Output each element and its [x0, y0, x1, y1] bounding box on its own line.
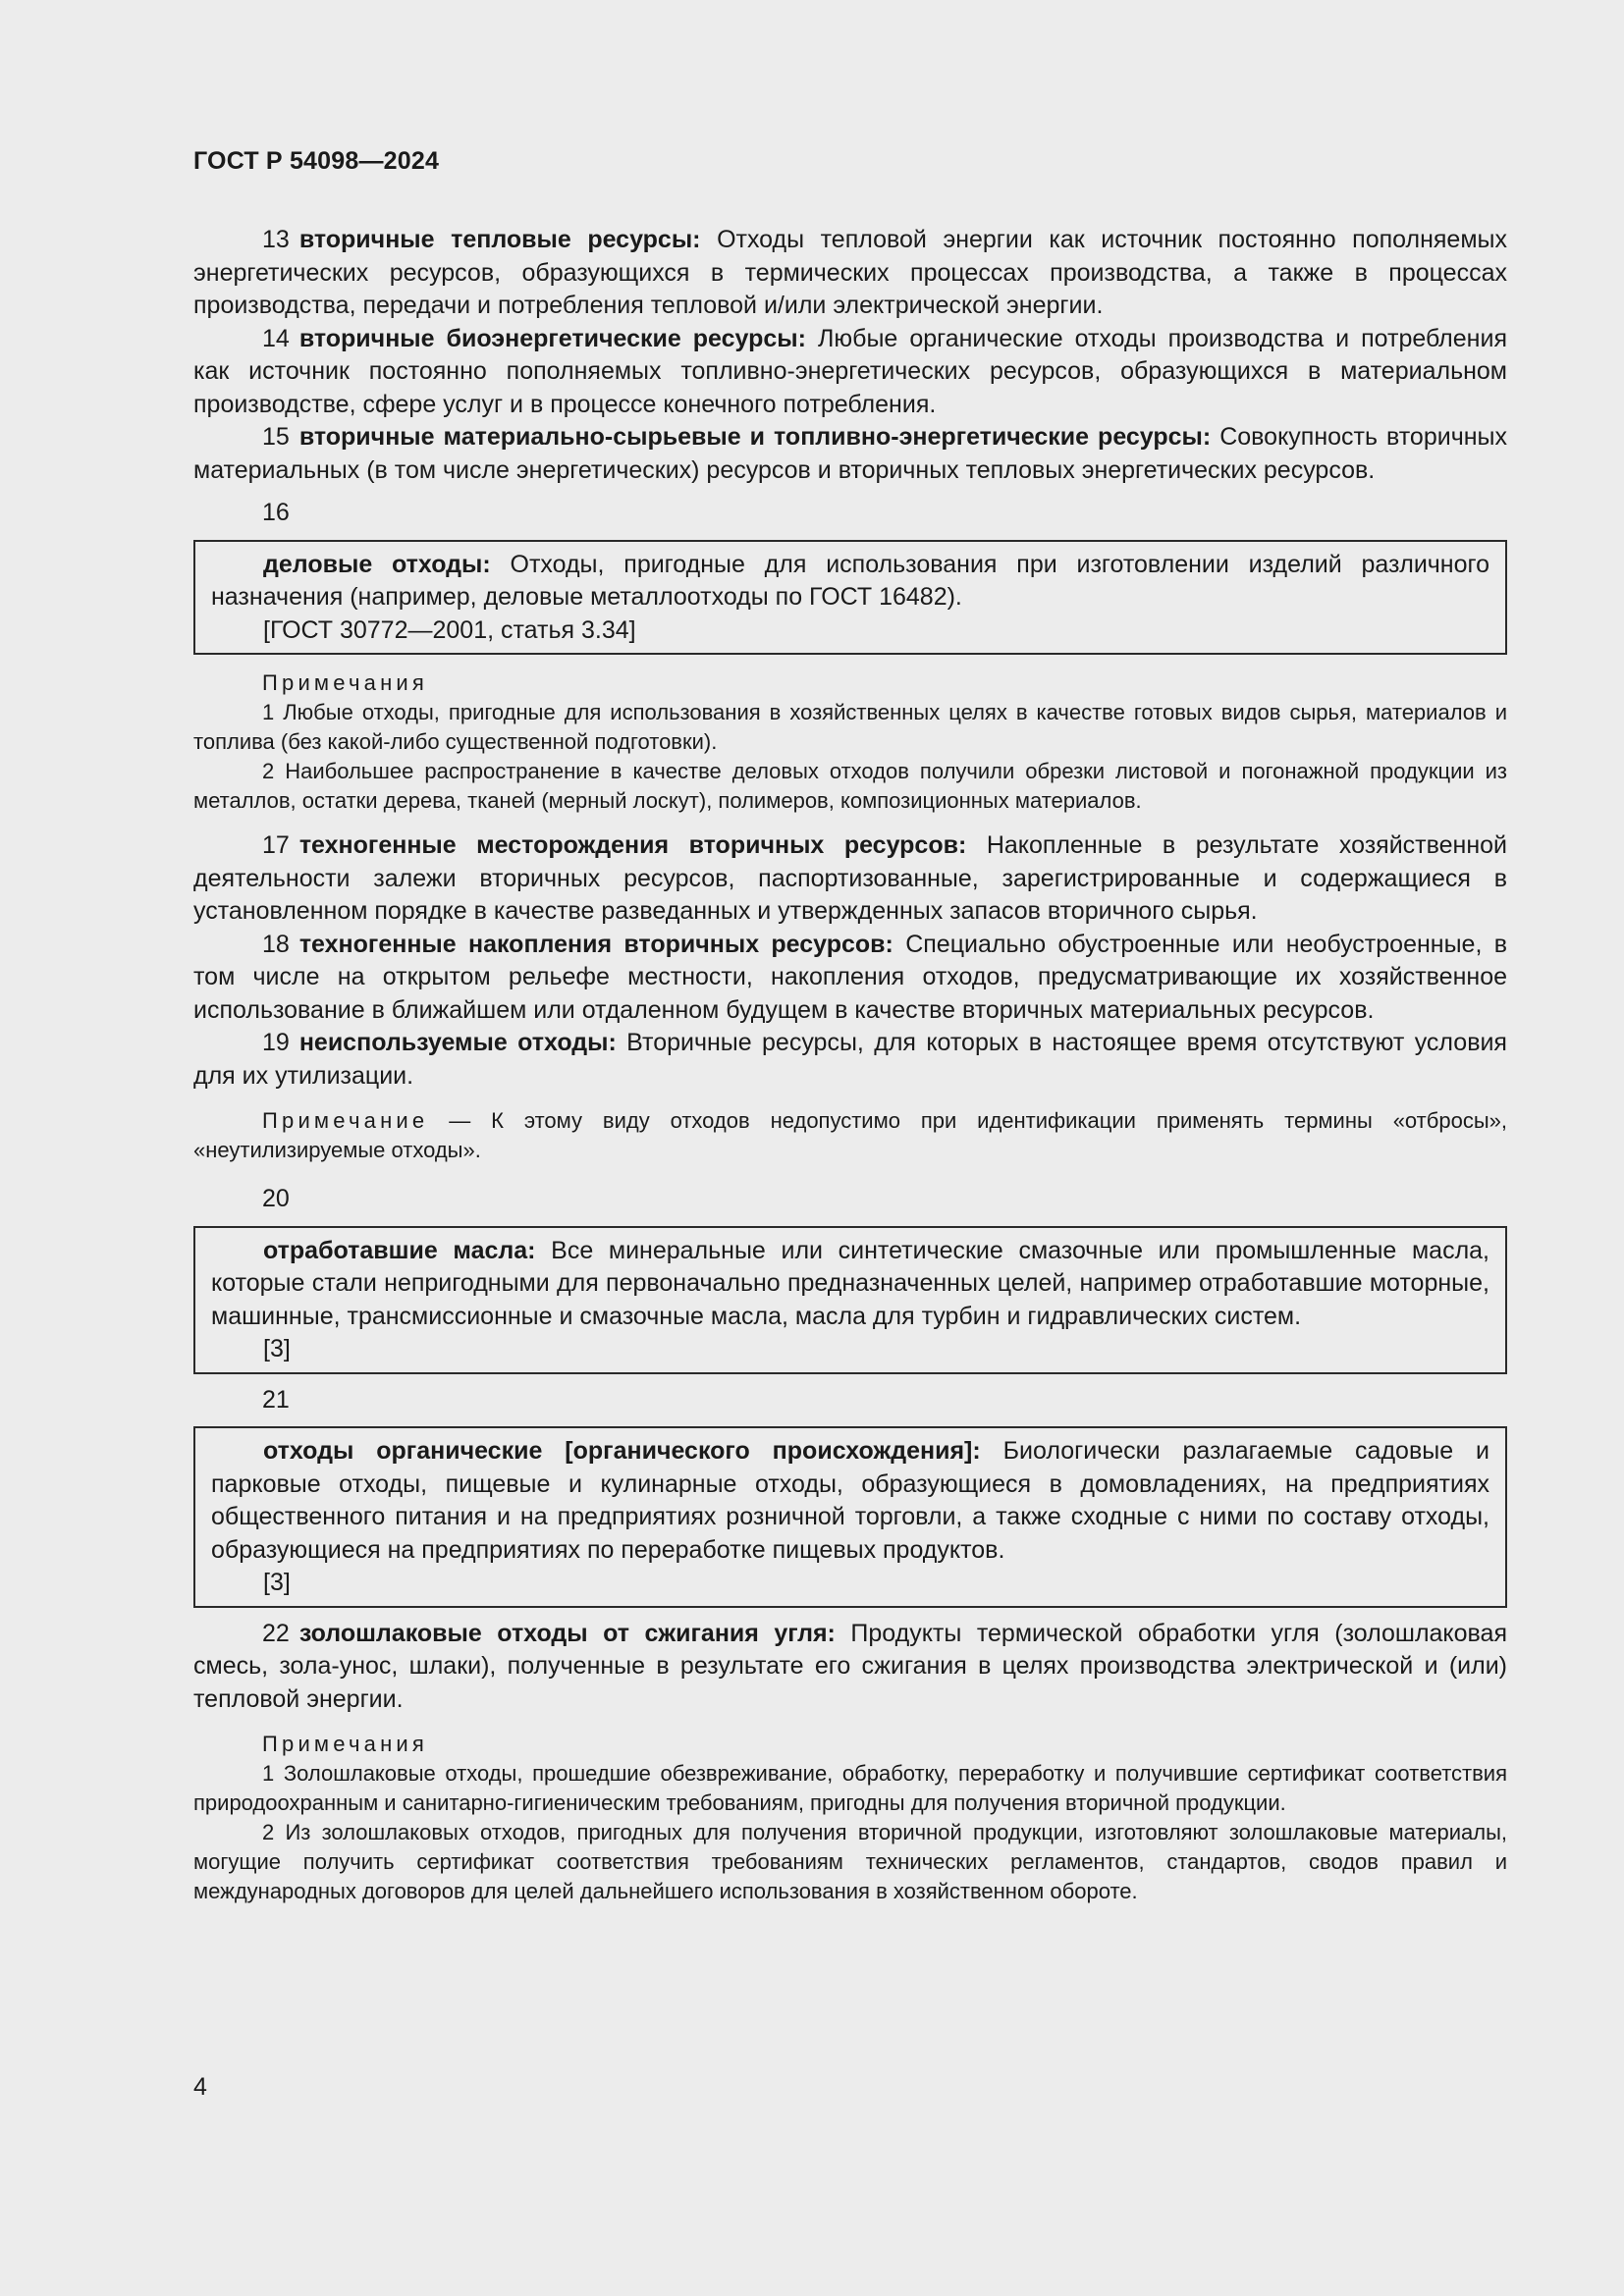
term-20-reference: [3] [263, 1335, 291, 1362]
term-21 [211, 1435, 1489, 1567]
document-body [193, 224, 1507, 1906]
term-17-definition: Накопленные в результате хозяйственной деятельности залежи вторичных ресурсов, паспортизованные, зарегистрированные и содержащиеся в установленном порядке в качестве разведанных и утвержденных запасов вторичного сырья. [193, 831, 1507, 925]
term-14: 14 вторичные биоэнергетические ресурсы: Любые органические отходы производства и потребления как источник постоянно пополняемых топливно-энергетических ресурсов, образующихся в материальном производстве, сфере услуг и в процессе конечного потребления. [193, 324, 1507, 418]
note-22-2: 2 Из золошлаковых отходов, пригодных для получения вторичной продукции, изготовляют золошлаковые материалы, могущие получить сертификат соответствия требованиям технических регламентов, стандартов, сводов правил и международных договоров для целей дальнейшего использования в хозяйственном обороте. [193, 1820, 1507, 1903]
document-header: ГОСТ Р 54098—2024 [193, 147, 440, 175]
term-15-definition: Совокупность вторичных материальных (в том числе энергетических) ресурсов и вторичных тепловых энергетических ресурсов. [193, 423, 1507, 484]
term-20 [211, 1235, 1489, 1334]
term-21-reference: [3] [263, 1569, 291, 1596]
term-17: 17 техногенные месторождения вторичных ресурсов: Накопленные в результате хозяйственной деятельности залежи вторичных ресурсов, паспортизованные, зарегистрированные и содержащиеся в установленном порядке в качестве разведанных и утвержденных запасов вторичного сырья. [193, 831, 1507, 925]
term-21-box [193, 1426, 1507, 1608]
term-14-title: вторичные биоэнергетические ресурсы: [298, 324, 806, 352]
term-22-title: золошлаковые отходы от сжигания угля: [298, 1619, 836, 1647]
term-19-title: неиспользуемые отходы: [298, 1029, 617, 1056]
note-19-heading: Примечание [262, 1108, 429, 1133]
term-18-definition: Специально обустроенные или необустроенные, в том числе на открытом рельефе местности, накопления отходов, предусматривающие их хозяйственное использование в ближайшем или отдаленном будущем в качестве вторичных материальных ресурсов. [193, 930, 1507, 1024]
note-22-1: 1 Золошлаковые отходы, прошедшие обезвреживание, обработку, переработку и получившие сертификат соответствия природоохранным и санитарно-гигиеническим требованиям, пригодны для получения вторичной продукции. [193, 1761, 1507, 1815]
page-number: 4 [193, 2073, 207, 2101]
note-19 [193, 1106, 1507, 1165]
note-16-1: 1 Любые отходы, пригодные для использования в хозяйственных целях в качестве готовых видов сырья, материалов и топлива (без какой-либо существенной подготовки). [193, 700, 1507, 754]
note-16-2: 2 Наибольшее распространение в качестве деловых отходов получили обрезки листовой и погонажной продукции из металлов, остатки дерева, тканей (мерный лоскут), полимеров, композиционных материалов. [193, 759, 1507, 813]
term-15: 15 вторичные материально-сырьевые и топливно-энергетические ресурсы: Совокупность вторичных материальных (в том числе энергетических) ресурсов и вторичных тепловых энергетических ресурсов. [193, 423, 1507, 484]
term-21-number: 21 [262, 1385, 290, 1414]
term-16-title: деловые отходы: [263, 550, 491, 578]
term-22-definition: Продукты термической обработки угля (золошлаковая смесь, зола-унос, шлаки), полученные в результате его сжигания в целях производства электрической и (или) тепловой энергии. [193, 1619, 1507, 1713]
term-16-number: 16 [262, 499, 290, 526]
term-21-title: отходы органические [органического происхождения]: [263, 1437, 981, 1465]
term-16-box [193, 540, 1507, 656]
term-20-box [193, 1226, 1507, 1374]
notes-22-heading: Примечания [262, 1732, 429, 1756]
term-15-title: вторичные материально-сырьевые и топливно-энергетические ресурсы: [298, 423, 1212, 451]
term-16-definition: Отходы, пригодные для использования при изготовлении изделий различного назначения (например, деловые металлоотходы по ГОСТ 16482). [211, 550, 1489, 611]
term-19: 19 неиспользуемые отходы: Вторичные ресурсы, для которых в настоящее время отсутствуют условия для их утилизации. [193, 1029, 1507, 1090]
term-13-title: вторичные тепловые ресурсы: [298, 226, 701, 253]
term-18-title: техногенные накопления вторичных ресурсов: [298, 930, 893, 958]
term-22: 22 золошлаковые отходы от сжигания угля: Продукты термической обработки угля (золошлаковая смесь, зола-унос, шлаки), полученные в результате его сжигания в целях производства электрической и (или) тепловой энергии. [193, 1619, 1507, 1713]
term-20-definition: Все минеральные или синтетические смазочные или промышленные масла, которые стали непригодными для первоначально предназначенных целей, например отработавшие моторные, машинные, трансмиссионные и смазочные масла, масла для турбин и гидравлических систем. [211, 1236, 1490, 1330]
term-20-number: 20 [262, 1185, 290, 1212]
notes-16-heading: Примечания [262, 670, 429, 695]
term-20-title: отработавшие масла: [263, 1236, 536, 1264]
term-18: 18 техногенные накопления вторичных ресурсов: Специально обустроенные или необустроенные, в том числе на открытом рельефе местности, накопления отходов, предусматривающие их хозяйственное использование в ближайшем или отдаленном будущем в качестве вторичных материальных ресурсов. [193, 930, 1507, 1024]
term-16 [211, 549, 1489, 614]
term-21-definition: Биологически разлагаемые садовые и парковые отходы, пищевые и кулинарные отходы, образующиеся в домовладениях, на предприятиях общественного питания и на предприятиях розничной торговли, а также сходные с ними по составу отходы, образующиеся на предприятиях по переработке пищевых продуктов. [211, 1437, 1489, 1564]
term-13-definition: Отходы тепловой энергии как источник постоянно пополняемых энергетических ресурсов, образующихся в термических процессах производства, а также в процессах производства, передачи и потребления тепловой и/или электрической энергии. [193, 226, 1507, 319]
note-19-text: — К этому виду отходов недопустимо при идентификации применять термины «отбросы», «неутилизируемые отходы». [193, 1108, 1507, 1162]
term-13: 13 вторичные тепловые ресурсы: Отходы тепловой энергии как источник постоянно пополняемых энергетических ресурсов, образующихся в термических процессах производства, а также в процессах производства, передачи и потребления тепловой и/или электрической энергии. [193, 226, 1507, 319]
term-19-definition: Вторичные ресурсы, для которых в настоящее время отсутствуют условия для их утилизации. [193, 1029, 1507, 1090]
term-14-definition: Любые органические отходы производства и потребления как источник постоянно пополняемых топливно-энергетических ресурсов, образующихся в материальном производстве, сфере услуг и в процессе конечного потребления. [193, 324, 1507, 418]
term-16-reference: [ГОСТ 30772—2001, статья 3.34] [263, 615, 636, 644]
term-17-title: техногенные месторождения вторичных ресурсов: [298, 831, 967, 859]
